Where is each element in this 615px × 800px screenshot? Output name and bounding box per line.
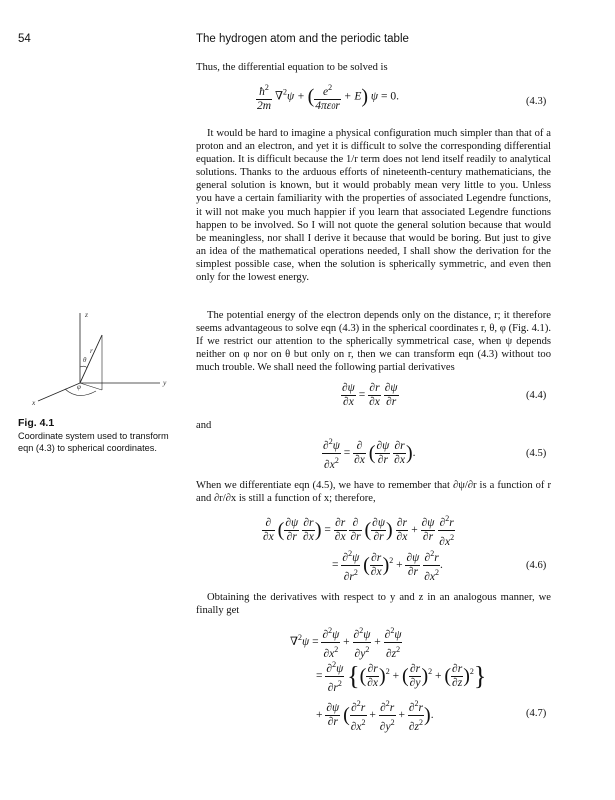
y-label: y bbox=[163, 378, 167, 387]
equation-label-4-3: (4.3) bbox=[526, 96, 547, 107]
equation-4-4: $\frac{\partial\psi}{\partial x}$ = $\frac{\partial r}{\partial x}$ $\frac{\partial\psi}{\partial r}$ bbox=[342, 382, 398, 408]
figure-caption-text: Coordinate system used to transform eqn (4.3) to spherical coordinates. bbox=[18, 431, 169, 453]
equation-4-7-line-2: = $\frac{\partial^2\psi}{\partial r^2}$ {( $\frac{\partial r}{\partial x}$ )$^2$ + ( $\frac{\partial r}{\partial y}$ )$^2$ + ( $\frac{\partial r}{\partial z}$ )$^2$} bbox=[316, 660, 487, 694]
r-label: r bbox=[90, 346, 93, 355]
paragraph-4: Obtaining the derivatives with respect to y and z in an analogous manner, we finally get bbox=[196, 592, 551, 617]
phi-label: φ bbox=[77, 383, 81, 391]
equation-4-6-line-1: $\frac{\partial}{\partial x}$ ( $\frac{\partial\psi}{\partial r}$ $\frac{\partial r}{\partial x}$ ) = $\frac{\partial r}{\partial x}$ $\frac{\partial}{\partial r}$ ( $\frac{\partial\psi}{\partial r}$ ) $\frac{\partial r}{\partial x}$ + $\frac{\partial\psi}{\partial r}$ $\frac{\partial^2r}{\partial x^2}$ bbox=[263, 514, 455, 548]
theta-label: θ bbox=[83, 356, 87, 364]
equation-label-4-4: (4.4) bbox=[526, 390, 547, 401]
x-axis bbox=[38, 383, 80, 401]
equation-4-6-line-2: = $\frac{\partial^2\psi}{\partial r^2}$ ( $\frac{\partial r}{\partial x}$ )$^2$ + $\frac{\partial\psi}{\partial r}$ $\frac{\partial^2r}{\partial x^2}$ . bbox=[332, 549, 443, 583]
paragraph-2: The potential energy of the electron depends only on the distance, r; it therefore seems advantageous to solve eqn (4.3) in the spherical coordinates r, θ, φ (Fig. 4.1). If we restrict our attention to the spherically symmetrical case, when ψ depends neither on φ nor on θ but only on r, then we can transform eqn (4.3) without too much trouble. We shall need the following partial derivatives bbox=[196, 310, 551, 374]
equation-label-4-7: (4.7) bbox=[526, 708, 547, 719]
equation-label-4-6: (4.6) bbox=[526, 560, 547, 571]
page-number: 54 bbox=[18, 33, 31, 45]
paragraph-3: When we differentiate eqn (4.5), we have to remember that ∂ψ/∂r is a function of r and ∂r/∂x is still a function of x; therefore, bbox=[196, 480, 551, 505]
projection-base bbox=[80, 383, 102, 390]
z-label: z bbox=[85, 310, 88, 319]
intro-sentence: Thus, the differential equation to be solved is bbox=[196, 62, 388, 73]
and-word: and bbox=[196, 420, 212, 431]
coordinate-system-figure bbox=[10, 305, 180, 410]
paragraph-1: It would be hard to imagine a physical configuration much simpler than that of a proton and an electron, and yet it is difficult to solve the corresponding differential equation. It is difficult because the 1/r term does not lend itself readily to analytical solutions. Thanks to the arduous efforts of nineteenth-century mathematicians, the general solution is known, but it would probably mean very little to you. Unless you have a certain familiarity with the properties of associated Legendre functions, it will not make you much happier if you learn that associated Legendre functions happen to be involved. So I will not quote the general solution because that would be meaningless, nor shall I derive it because that would be boring. But just to give an idea of the mathematical operations needed, I shall show the derivation for the simplest possible case, when the solution is spherically symmetric, and even then only for the lowest energy. bbox=[196, 128, 551, 284]
figure-caption-title: Fig. 4.1 bbox=[18, 417, 55, 429]
theta-arc bbox=[80, 366, 87, 368]
equation-4-7-line-1: ∇$^2$ψ = $\frac{\partial^2\psi}{\partial x^2}$ + $\frac{\partial^2\psi}{\partial y^2}$ + $\frac{\partial^2\psi}{\partial z^2}$ bbox=[290, 626, 402, 660]
equation-4-5: $\frac{\partial^2\psi}{\partial x^2}$ = $\frac{\partial}{\partial x}$ ( $\frac{\partial\psi}{\partial r}$ $\frac{\partial r}{\partial x}$ ). bbox=[323, 437, 416, 471]
equation-4-3: $\frac{ħ^2}{2m}$ ∇$^2$ψ + ( $\frac{e^2}{4\pi\varepsilon 0r}$ + E) ψ = 0. bbox=[257, 83, 399, 112]
equation-label-4-5: (4.5) bbox=[526, 448, 547, 459]
x-label: x bbox=[32, 398, 36, 407]
running-title: The hydrogen atom and the periodic table bbox=[196, 33, 409, 45]
equation-4-7-line-3: + $\frac{\partial\psi}{\partial r}$ ( $\frac{\partial^2r}{\partial x^2}$ + $\frac{\partial^2r}{\partial y^2}$ + $\frac{\partial^2r}{\partial z^2}$ ). bbox=[316, 699, 434, 733]
